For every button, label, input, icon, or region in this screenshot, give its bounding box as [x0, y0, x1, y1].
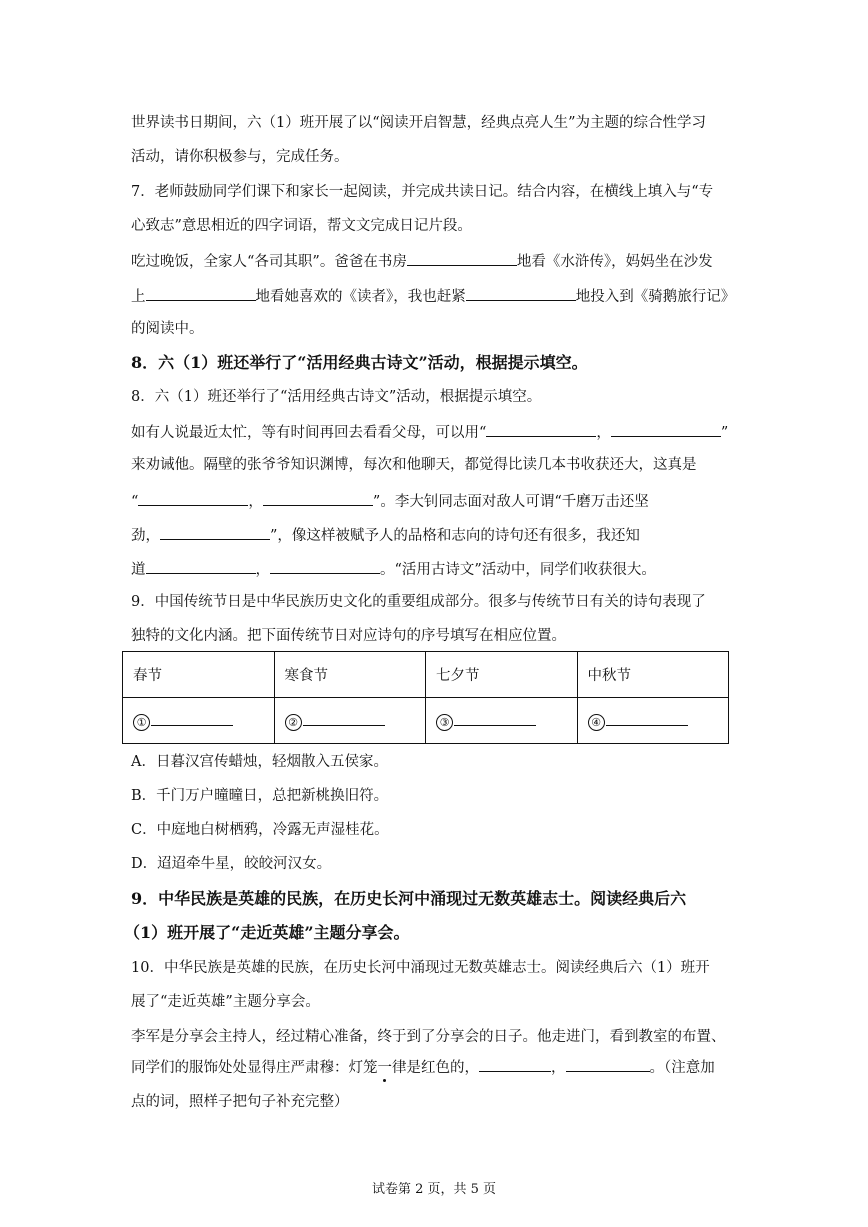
- table-cell: [426, 698, 578, 744]
- table-cell: 春节: [123, 652, 275, 698]
- table-row: [123, 652, 729, 698]
- table-row: [123, 698, 729, 744]
- answer-blank[interactable]: [466, 285, 576, 301]
- question-8-passage: [131, 558, 656, 580]
- question-7-passage: [131, 250, 713, 272]
- text: ，: [248, 494, 263, 510]
- text: 地看《水浒传》，妈妈坐在沙发: [516, 254, 713, 270]
- question-10-stem: 展了“走近英雄”主题分享会。: [131, 994, 320, 1010]
- text: 道: [131, 562, 146, 578]
- answer-blank[interactable]: [146, 558, 256, 574]
- question-10-passage: 点的词，照样子把句子补充完整）: [131, 1094, 349, 1110]
- option-b: B．千门万户曈曈日，总把新桃换旧符。: [131, 788, 389, 804]
- number-marker: ④: [588, 714, 605, 731]
- number-marker: ②: [285, 714, 302, 731]
- answer-blank[interactable]: [138, 490, 248, 506]
- section-9-heading: 9．中华民族是英雄的民族，在历史长河中涌现过无数英雄志士。阅读经典后六: [131, 889, 687, 908]
- option-d: D．迢迢牵牛星，皎皎河汉女。: [131, 856, 332, 872]
- text: 律是红色的，: [392, 1060, 479, 1076]
- text: 劲，: [131, 528, 160, 544]
- question-8-passage: [131, 490, 649, 512]
- table-cell: [274, 698, 426, 744]
- answer-blank[interactable]: [151, 711, 233, 726]
- answer-blank[interactable]: [486, 421, 596, 437]
- intro-line: 活动，请你积极参与，完成任务。: [131, 149, 349, 165]
- question-9-stem: 9．中国传统节日是中华民族历史文化的重要组成部分。很多与传统节日有关的诗句表现了: [131, 594, 706, 610]
- answer-blank[interactable]: [454, 711, 536, 726]
- page-footer: 试卷第 2 页，共 5 页: [371, 1182, 497, 1197]
- question-7-stem: 心致志”意思相近的四字词语，帮文文完成日记片段。: [131, 218, 472, 234]
- text: “: [131, 494, 139, 510]
- answer-blank[interactable]: [160, 524, 270, 540]
- question-7-passage: 的阅读中。: [131, 321, 204, 337]
- question-9-stem: 独特的文化内涵。把下面传统节日对应诗句的序号填写在相应位置。: [131, 628, 566, 644]
- text: 地投入到《骑鹅旅行记》: [575, 289, 736, 305]
- emphasis-dot-word: 一: [377, 1060, 392, 1076]
- question-10-passage: 李军是分享会主持人，经过精心准备，终于到了分享会的日子。他走进门，看到教室的布置、: [131, 1029, 726, 1045]
- text: 地看她喜欢的《读者》，我也赶紧: [255, 289, 466, 305]
- question-7-stem: 7．老师鼓励同学们课下和家长一起阅读，并完成共读日记。结合内容，在横线上填入与“专: [131, 184, 714, 200]
- text: 吃过晚饭，全家人“各司其职”。爸爸在书房: [131, 254, 407, 270]
- section-9-heading: （1）班开展了“走近英雄”主题分享会。: [124, 923, 410, 942]
- text: ”。李大钊同志面对敌人可谓“千磨万击还坚: [372, 494, 649, 510]
- text: ，: [596, 425, 611, 441]
- answer-blank[interactable]: [407, 250, 517, 266]
- text: 。（注意加: [649, 1060, 715, 1076]
- text: 同学们的服饰处处显得庄严肃穆：灯笼: [131, 1060, 378, 1076]
- festival-table: [122, 651, 729, 744]
- question-8-passage: [131, 524, 640, 546]
- text: ”，像这样被赋予人的品格和志向的诗句还有很多，我还知: [270, 528, 640, 544]
- answer-blank[interactable]: [566, 1056, 650, 1072]
- table-cell: 寒食节: [274, 652, 426, 698]
- intro-line: 世界读书日期间，六（1）班开展了以“阅读开启智慧，经典点亮人生”为主题的综合性学习: [131, 115, 707, 131]
- answer-blank[interactable]: [479, 1056, 551, 1072]
- question-10-stem: 10．中华民族是英雄的民族，在历史长河中涌现过无数英雄志士。阅读经典后六（1）班开: [131, 960, 710, 976]
- answer-blank[interactable]: [270, 558, 380, 574]
- answer-blank[interactable]: [606, 711, 688, 726]
- number-marker: ①: [133, 714, 150, 731]
- answer-blank[interactable]: [263, 490, 373, 506]
- table-cell: 中秋节: [577, 652, 729, 698]
- table-cell: [123, 698, 275, 744]
- question-8-passage: [131, 421, 728, 443]
- text: ”: [720, 425, 729, 441]
- question-8-passage: 来劝诫他。隔壁的张爷爷知识渊博，每次和他聊天，都觉得比读几本书收获还大，这真是: [131, 457, 697, 473]
- table-cell: [577, 698, 729, 744]
- option-a: A．日暮汉宫传蜡烛，轻烟散入五侯家。: [131, 754, 388, 770]
- question-8-stem: 8．六（1）班还举行了“活用经典古诗文”活动，根据提示填空。: [131, 389, 542, 405]
- text: ，: [551, 1060, 566, 1076]
- option-c: C．中庭地白树栖鸦，冷露无声湿桂花。: [131, 822, 389, 838]
- text: 上: [131, 289, 146, 305]
- question-7-passage: [131, 285, 735, 307]
- answer-blank[interactable]: [146, 285, 256, 301]
- section-8-heading: 8．六（1）班还举行了“活用经典古诗文”活动，根据提示填空。: [131, 353, 588, 372]
- question-10-passage: [131, 1056, 715, 1078]
- table-cell: 七夕节: [426, 652, 578, 698]
- answer-blank[interactable]: [303, 711, 385, 726]
- number-marker: ③: [436, 714, 453, 731]
- text: ，: [255, 562, 270, 578]
- text: 如有人说最近太忙，等有时间再回去看看父母，可以用“: [131, 425, 487, 441]
- text: 。“活用古诗文”活动中，同学们收获很大。: [380, 562, 656, 578]
- answer-blank[interactable]: [611, 421, 721, 437]
